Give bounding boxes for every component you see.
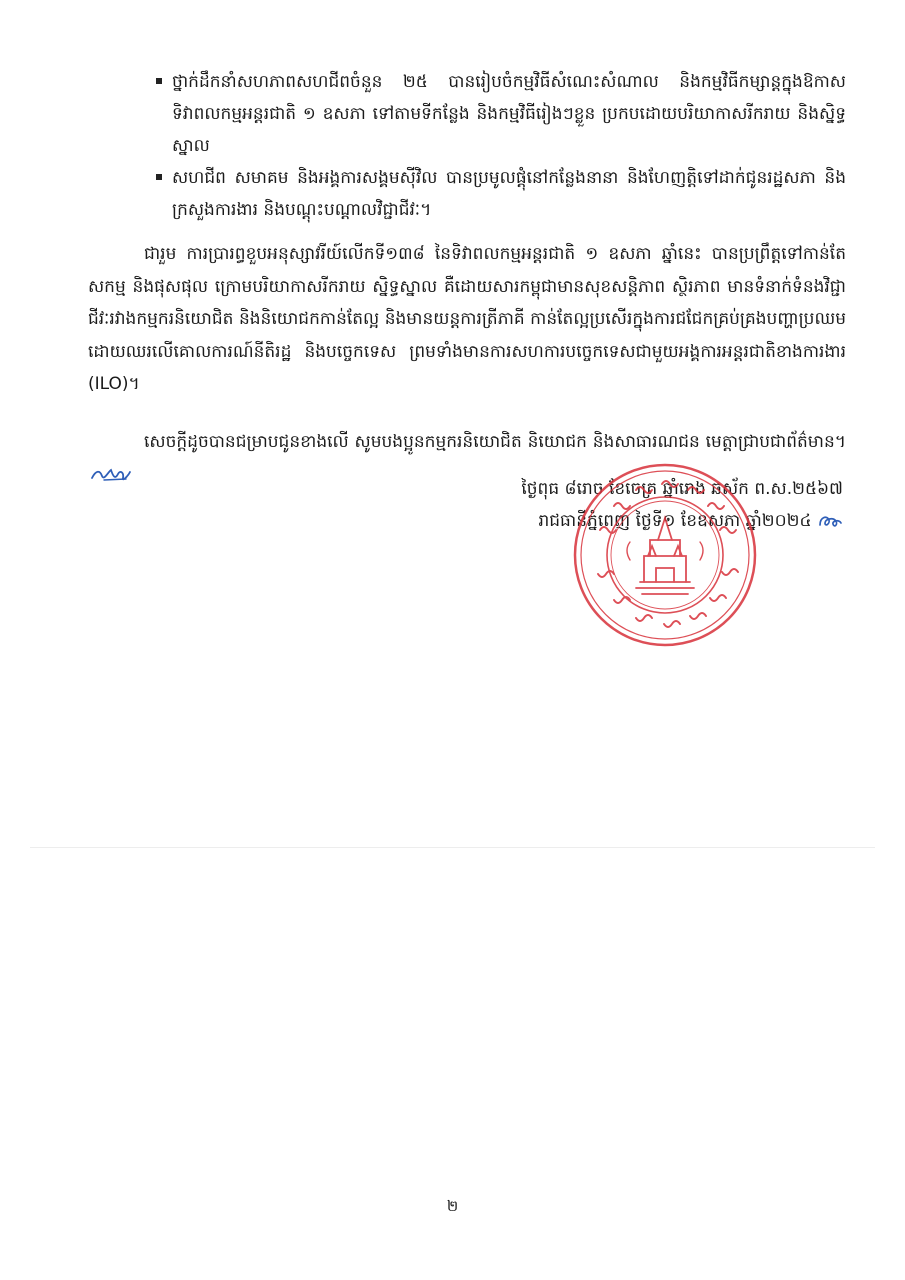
- bullet-text-2: សហជីព សមាគម និងអង្គការសង្គមស៊ីវិល បានប្រមូលផ្តុំនៅកន្លែងនានា និងហែញត្តិទៅដាក់ជូនរដ្ឋសភា និងក្រសួងការងារ និងបណ្តុះបណ្តាលវិជ្ជាជីវៈ។: [172, 168, 846, 220]
- bullet-item-2: [156, 162, 846, 226]
- solar-date-text: រាជធានីភ្នំពេញ ថ្ងៃទី១ ខែឧសភា ឆ្នាំ២០២៤: [538, 511, 812, 531]
- bullet-item-1: [156, 66, 846, 162]
- summary-paragraph-text: ជារួម ការប្រារព្ធខួបអនុស្សាវរីយ៍លើកទី១៣៨ នៃទិវាពលកម្មអន្តរជាតិ ១ ឧសភា ឆ្នាំនេះ បានប្រព្រឹត្តទៅកាន់តែសកម្ម និងផុសផុល ក្រោមបរិយាកាសរីករាយ ស្និទ្ធស្នាល គឺដោយសារកម្ពុជាមានសុខសន្តិភាព ស្ថិរភាព មានទំនាក់ទំនងវិជ្ជាជីវៈរវាងកម្មករនិយោជិត និងនិយោជកកាន់តែល្អ និងមានយន្តការត្រីភាគី កាន់តែល្អប្រសើរក្នុងការជជែកគ្រប់គ្រងបញ្ហាប្រឈម ដោយឈរលើគោលការណ៍នីតិរដ្ឋ និងបច្ចេកទេស ព្រមទាំងមានការសហការបច្ចេកទេសជាមួយអង្គការអន្តរជាតិខាងការងារ (ILO)។: [88, 244, 846, 394]
- closing-paragraph-text: សេចក្តីដូចបានជម្រាបជូនខាងលើ សូមបងប្អូនកម្មករនិយោជិត និយោជក និងសាធារណជន មេត្តាជ្រាបជាព័ត៌មាន។: [144, 432, 846, 452]
- solar-date: [538, 508, 843, 534]
- summary-paragraph: [88, 238, 846, 401]
- faint-divider: [30, 847, 875, 848]
- lunar-date: ថ្ងៃពុធ ៨រោច ខែចេត្រ ឆ្នាំរោង ឆស័ក ព.ស.២៥៦៧: [521, 479, 843, 499]
- square-bullet-icon: [156, 78, 162, 84]
- bullet-list: [156, 66, 846, 226]
- square-bullet-icon: [156, 174, 162, 180]
- page-number: ២: [446, 1197, 459, 1215]
- signature-mark-icon: [817, 511, 843, 531]
- bullet-text-1: ថ្នាក់ដឹកនាំសហភាពសហជីពចំនួន ២៥ បានរៀបចំកម្មវិធីសំណេះសំណាល និងកម្មវិធីកម្សាន្តក្នុងឱកាសទិវាពលកម្មអន្តរជាតិ ១ ឧសភា ទៅតាមទីកន្លែង និងកម្មវិធីរៀងៗខ្លួន ប្រកបដោយបរិយាកាសរីករាយ និងស្និទ្ធស្នាល: [172, 72, 846, 156]
- handwritten-initials-icon: [90, 466, 132, 484]
